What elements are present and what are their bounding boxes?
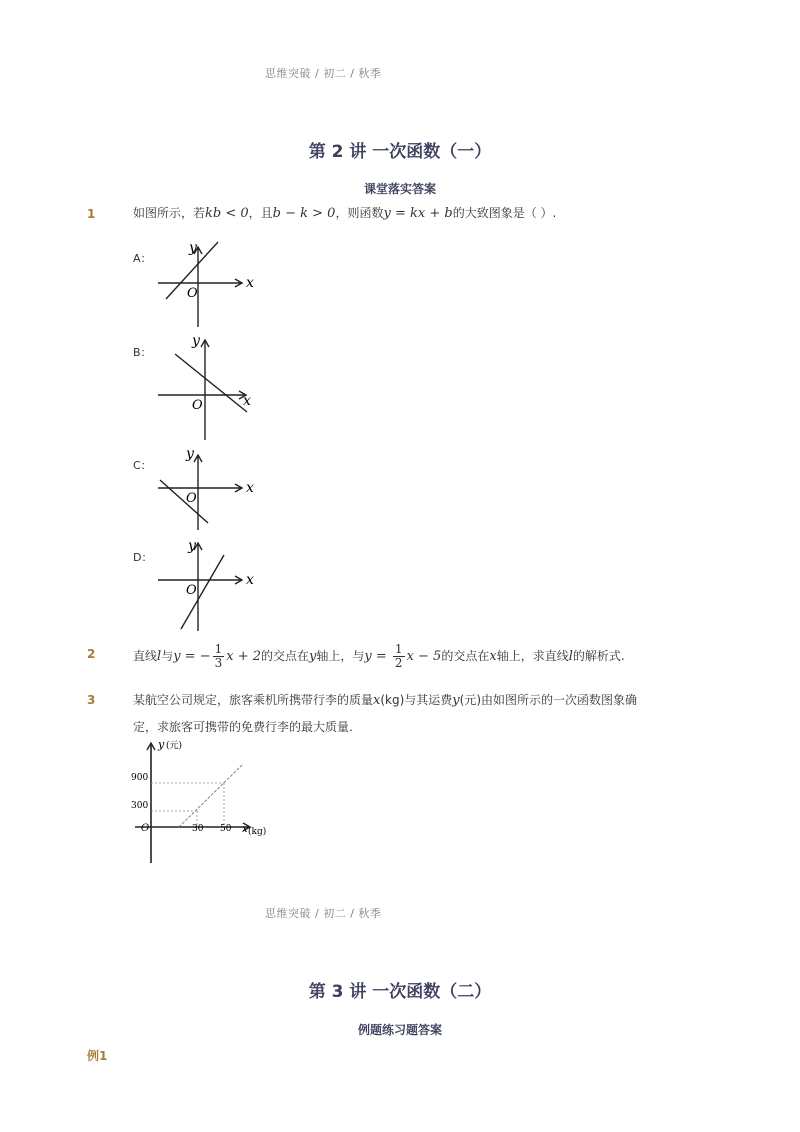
question-1-text: 如图所示，若kb < 0，且b − k > 0，则函数y = kx + b的大致图象是（ ）. bbox=[133, 206, 557, 221]
y-axis-label: y bbox=[189, 240, 197, 256]
y-unit-label: (元) bbox=[166, 741, 183, 751]
y-axis-label: y bbox=[188, 538, 196, 554]
section-title: 例题练习题答案 bbox=[357, 1023, 442, 1037]
question-3-line-2: 定，求旅客可携带的免费行李的最大质量. bbox=[133, 720, 353, 734]
option-c-graph bbox=[150, 445, 260, 535]
origin-label: O bbox=[186, 491, 197, 506]
question-2-text: 直线l与y = − $\frac{1}{3}$ x + 2的交点在y轴上，与y = $\frac{1}{2}$ x − 5的交点在x轴上，求直线l的解析式. bbox=[133, 642, 625, 670]
x-tick-label: 50 bbox=[220, 824, 232, 834]
fraction: $\frac{1}{2}$ bbox=[394, 642, 403, 670]
fraction: $\frac{1}{3}$ bbox=[214, 642, 223, 670]
example-label: 例1 bbox=[87, 1049, 108, 1063]
lecture-title: 第 3 讲 一次函数（二） bbox=[308, 982, 492, 1002]
origin-label: O bbox=[141, 823, 150, 834]
origin-label: O bbox=[192, 398, 203, 413]
y-tick-label: 900 bbox=[131, 773, 149, 783]
y-axis-label: y bbox=[186, 446, 194, 462]
option-a-graph bbox=[150, 237, 260, 332]
breadcrumb: 思维突破 / 初二 / 秋季 bbox=[265, 67, 382, 80]
y-tick-label: 300 bbox=[131, 801, 149, 811]
option-d-graph bbox=[150, 537, 260, 634]
option-b-graph bbox=[150, 332, 260, 444]
breadcrumb: 思维突破 / 初二 / 秋季 bbox=[265, 907, 382, 920]
option-a-label: A： bbox=[133, 252, 152, 265]
x-axis-label: x bbox=[246, 572, 254, 588]
x-axis-label: x bbox=[246, 480, 254, 496]
option-c-label: C： bbox=[133, 459, 152, 472]
question-number: 1 bbox=[87, 207, 96, 221]
x-tick-label: 30 bbox=[192, 824, 204, 834]
lecture-title: 第 2 讲 一次函数（一） bbox=[308, 142, 492, 162]
option-b-label: B： bbox=[133, 346, 152, 359]
y-axis-label: y bbox=[158, 738, 165, 751]
x-axis-label: x bbox=[246, 275, 254, 291]
origin-label: O bbox=[187, 286, 198, 301]
question-number: 3 bbox=[87, 693, 96, 707]
x-axis-label: x bbox=[242, 824, 248, 835]
freight-graph bbox=[130, 735, 280, 870]
x-axis-label: x bbox=[243, 393, 251, 409]
y-axis-label: y bbox=[192, 333, 200, 349]
origin-label: O bbox=[186, 583, 197, 598]
x-unit-label: (kg) bbox=[248, 827, 267, 837]
question-number: 2 bbox=[87, 647, 96, 661]
question-3-line-1: 某航空公司规定，旅客乘机所携带行李的质量x(kg)与其运费y(元)由如图所示的一次函数图象确 bbox=[133, 693, 638, 708]
section-title: 课堂落实答案 bbox=[363, 182, 436, 196]
option-d-label: D： bbox=[133, 551, 153, 564]
